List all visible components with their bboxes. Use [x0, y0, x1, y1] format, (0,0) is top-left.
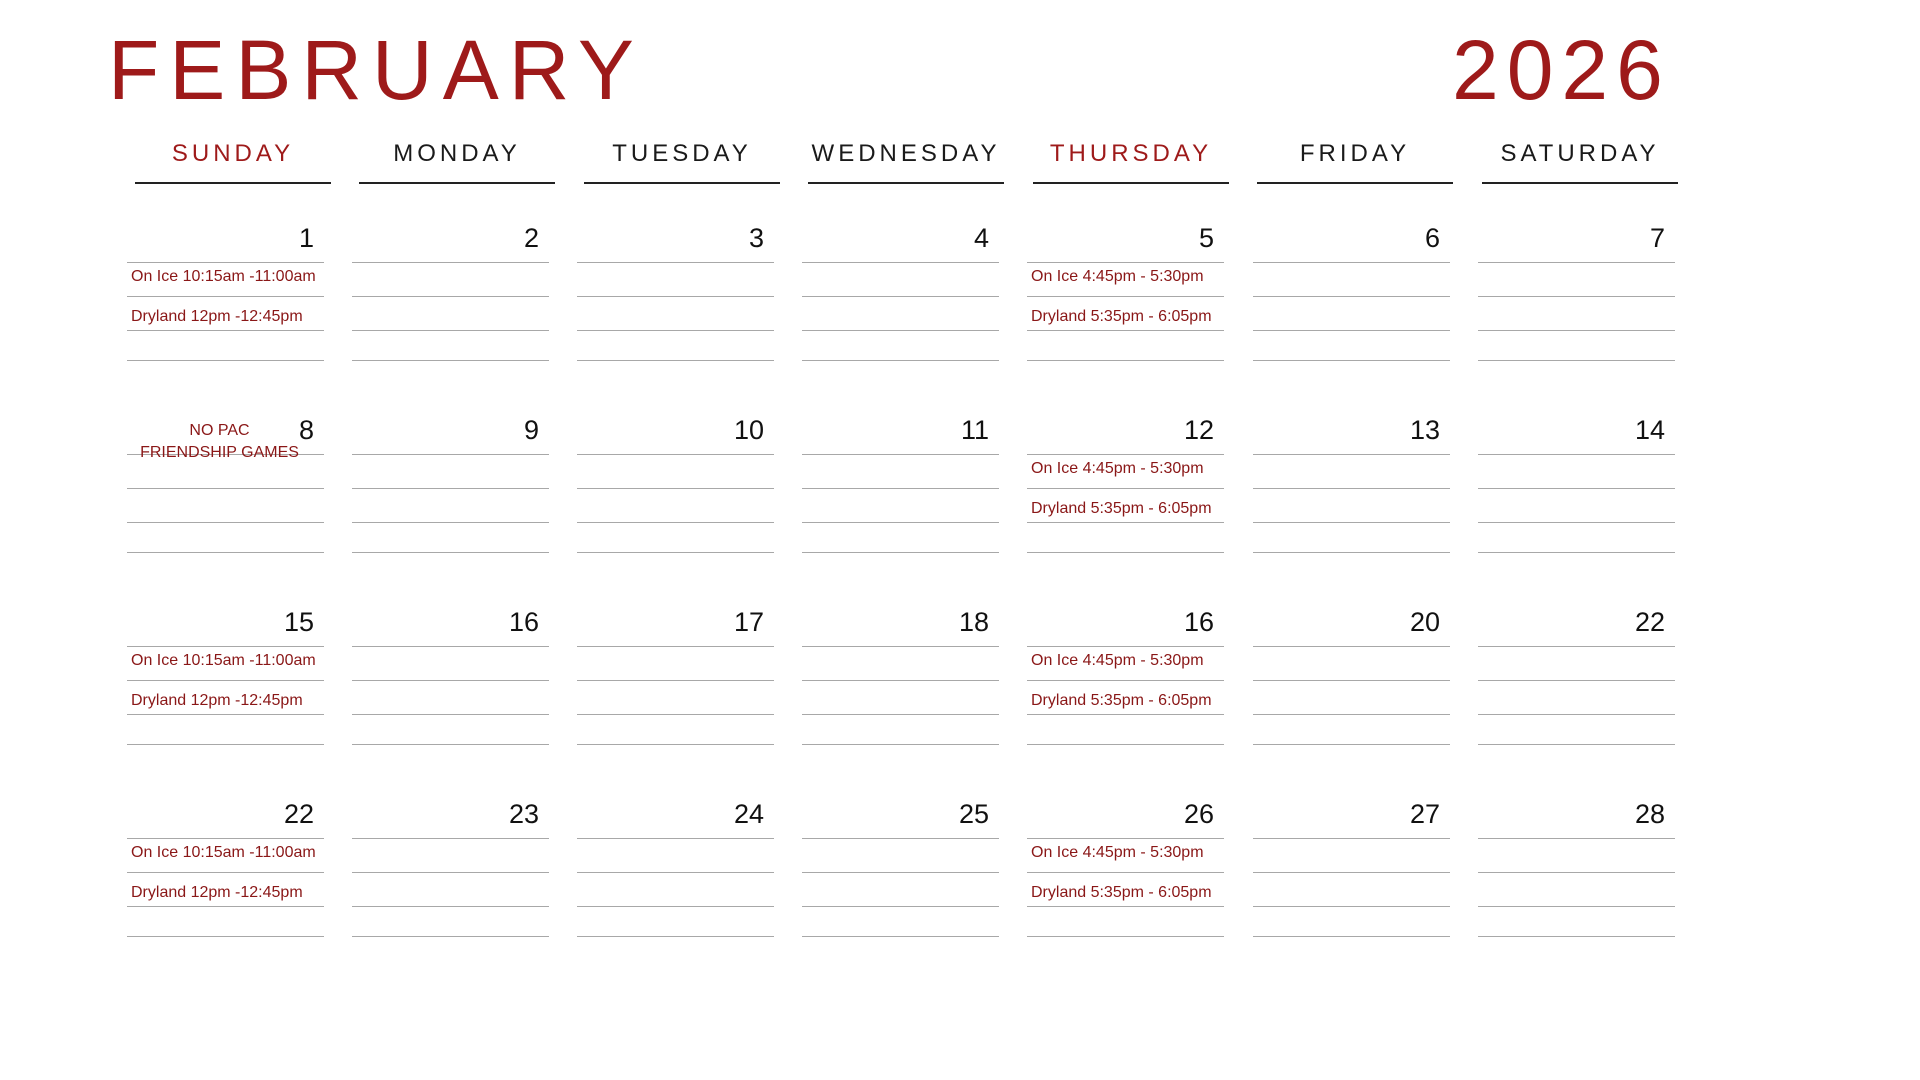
calendar-week: [0, 606, 1920, 766]
calendar-event[interactable]: On Ice 10:15am -11:00am: [131, 652, 316, 669]
ruled-line: [1478, 262, 1675, 263]
day-number: 3: [748, 223, 764, 253]
day-number: 11: [960, 415, 989, 445]
calendar-week: [0, 222, 1920, 382]
calendar-event[interactable]: Dryland 12pm -12:45pm: [131, 308, 303, 325]
ruled-line: [577, 522, 774, 523]
ruled-line: [127, 906, 324, 907]
ruled-line: [1027, 360, 1224, 361]
day-number: 12: [1183, 415, 1214, 445]
ruled-line: [1253, 488, 1450, 489]
ruled-line: [1253, 646, 1450, 647]
day-number: 28: [1634, 799, 1665, 829]
ruled-line: [352, 296, 549, 297]
ruled-line: [352, 744, 549, 745]
ruled-line: [1253, 454, 1450, 455]
ruled-line: [1478, 936, 1675, 937]
day-cell[interactable]: [577, 414, 774, 564]
ruled-line: [577, 936, 774, 937]
ruled-line: [352, 906, 549, 907]
ruled-line: [1027, 552, 1224, 553]
day-number: 14: [1634, 415, 1665, 445]
ruled-line: [577, 680, 774, 681]
ruled-line: [1478, 744, 1675, 745]
day-number: 24: [733, 799, 764, 829]
ruled-line: [1027, 906, 1224, 907]
ruled-line: [577, 360, 774, 361]
calendar-event[interactable]: On Ice 10:15am -11:00am: [131, 268, 316, 285]
day-cell[interactable]: [1253, 222, 1450, 372]
day-cell[interactable]: [352, 414, 549, 564]
weekday-monday: MONDAY: [359, 140, 555, 184]
day-cell[interactable]: [1253, 798, 1450, 948]
ruled-line: [127, 522, 324, 523]
ruled-line: [1253, 552, 1450, 553]
day-cell[interactable]: [1478, 798, 1675, 948]
day-number: 25: [958, 799, 989, 829]
calendar-event[interactable]: On Ice 4:45pm - 5:30pm: [1031, 844, 1204, 861]
ruled-line: [1478, 872, 1675, 873]
day-number: 13: [1409, 415, 1440, 445]
ruled-line: [1478, 360, 1675, 361]
ruled-line: [352, 936, 549, 937]
ruled-line: [1478, 906, 1675, 907]
weekday-saturday: SATURDAY: [1482, 140, 1678, 184]
ruled-line: [1253, 330, 1450, 331]
ruled-line: [127, 838, 324, 839]
ruled-line: [577, 714, 774, 715]
ruled-line: [352, 360, 549, 361]
day-number: 23: [508, 799, 539, 829]
ruled-line: [1253, 872, 1450, 873]
day-cell[interactable]: [802, 414, 999, 564]
day-cell[interactable]: [127, 606, 324, 756]
ruled-line: [127, 262, 324, 263]
ruled-line: [1253, 838, 1450, 839]
ruled-line: [352, 872, 549, 873]
ruled-line: [802, 906, 999, 907]
ruled-line: [1027, 646, 1224, 647]
ruled-line: [1027, 714, 1224, 715]
ruled-line: [352, 680, 549, 681]
day-cell[interactable]: [127, 798, 324, 948]
ruled-line: [1027, 330, 1224, 331]
day-cell[interactable]: [1478, 606, 1675, 756]
ruled-line: [577, 262, 774, 263]
ruled-line: [1253, 262, 1450, 263]
ruled-line: [1027, 744, 1224, 745]
calendar-event[interactable]: Dryland 5:35pm - 6:05pm: [1031, 500, 1212, 517]
day-number: 9: [523, 415, 539, 445]
day-cell[interactable]: [802, 606, 999, 756]
ruled-line: [1478, 488, 1675, 489]
ruled-line: [1478, 454, 1675, 455]
weekday-tuesday: TUESDAY: [584, 140, 780, 184]
day-cell[interactable]: [127, 414, 324, 564]
ruled-line: [1027, 488, 1224, 489]
day-cell[interactable]: [352, 798, 549, 948]
ruled-line: [1253, 680, 1450, 681]
day-number: 10: [733, 415, 764, 445]
weekday-thursday: THURSDAY: [1033, 140, 1229, 184]
ruled-line: [1253, 296, 1450, 297]
weekday-sunday: SUNDAY: [135, 140, 331, 184]
calendar-event[interactable]: On Ice 4:45pm - 5:30pm: [1031, 652, 1204, 669]
weekday-friday: FRIDAY: [1257, 140, 1453, 184]
day-number: 26: [1183, 799, 1214, 829]
ruled-line: [352, 262, 549, 263]
day-number: 4: [973, 223, 989, 253]
ruled-line: [1478, 296, 1675, 297]
ruled-line: [127, 936, 324, 937]
day-cell[interactable]: [127, 222, 324, 372]
day-cell[interactable]: [1253, 606, 1450, 756]
ruled-line: [1478, 646, 1675, 647]
ruled-line: [352, 454, 549, 455]
ruled-line: [1027, 262, 1224, 263]
calendar-week: [0, 798, 1920, 958]
day-number: 17: [733, 607, 764, 637]
day-number: 6: [1424, 223, 1440, 253]
ruled-line: [127, 330, 324, 331]
day-number: 1: [298, 223, 314, 253]
calendar-event[interactable]: Dryland 12pm -12:45pm: [131, 692, 303, 709]
ruled-line: [802, 936, 999, 937]
ruled-line: [352, 522, 549, 523]
day-cell[interactable]: [802, 798, 999, 948]
ruled-line: [1478, 714, 1675, 715]
ruled-line: [802, 262, 999, 263]
ruled-line: [802, 714, 999, 715]
ruled-line: [802, 744, 999, 745]
ruled-line: [1253, 744, 1450, 745]
calendar-event[interactable]: Dryland 12pm -12:45pm: [131, 884, 303, 901]
ruled-line: [802, 454, 999, 455]
ruled-line: [1478, 552, 1675, 553]
calendar-event[interactable]: Dryland 5:35pm - 6:05pm: [1031, 884, 1212, 901]
day-cell[interactable]: [1253, 414, 1450, 564]
calendar-event[interactable]: Dryland 5:35pm - 6:05pm: [1031, 308, 1212, 325]
ruled-line: [127, 296, 324, 297]
ruled-line: [577, 838, 774, 839]
day-cell[interactable]: [577, 222, 774, 372]
ruled-line: [802, 838, 999, 839]
day-number: 16: [1183, 607, 1214, 637]
year-title: 2026: [1452, 23, 1671, 117]
day-number: 27: [1409, 799, 1440, 829]
ruled-line: [127, 680, 324, 681]
month-title: FEBRUARY: [108, 23, 644, 117]
day-cell[interactable]: [1027, 222, 1224, 372]
ruled-line: [1478, 680, 1675, 681]
ruled-line: [1253, 360, 1450, 361]
day-cell[interactable]: [802, 222, 999, 372]
calendar-event[interactable]: On Ice 10:15am -11:00am: [131, 844, 316, 861]
ruled-line: [352, 552, 549, 553]
day-cell[interactable]: [1027, 606, 1224, 756]
ruled-line: [577, 488, 774, 489]
day-number: 15: [283, 607, 314, 637]
day-cell[interactable]: [1478, 222, 1675, 372]
ruled-line: [802, 360, 999, 361]
ruled-line: [127, 744, 324, 745]
ruled-line: [577, 454, 774, 455]
ruled-line: [127, 552, 324, 553]
day-cell[interactable]: [1027, 414, 1224, 564]
ruled-line: [577, 330, 774, 331]
ruled-line: [1027, 838, 1224, 839]
ruled-line: [1253, 936, 1450, 937]
day-cell[interactable]: [577, 606, 774, 756]
ruled-line: [577, 296, 774, 297]
ruled-line: [802, 680, 999, 681]
ruled-line: [577, 552, 774, 553]
day-number: 20: [1409, 607, 1440, 637]
ruled-line: [352, 646, 549, 647]
ruled-line: [1253, 522, 1450, 523]
ruled-line: [802, 552, 999, 553]
ruled-line: [352, 488, 549, 489]
day-cell[interactable]: [1478, 414, 1675, 564]
calendar-week: [0, 414, 1920, 574]
ruled-line: [577, 646, 774, 647]
calendar-note[interactable]: FRIENDSHIP GAMES: [140, 444, 299, 461]
ruled-line: [1478, 330, 1675, 331]
ruled-line: [127, 714, 324, 715]
ruled-line: [1478, 522, 1675, 523]
ruled-line: [127, 872, 324, 873]
ruled-line: [1027, 522, 1224, 523]
calendar-event[interactable]: On Ice 4:45pm - 5:30pm: [1031, 268, 1204, 285]
day-number: 18: [958, 607, 989, 637]
ruled-line: [352, 714, 549, 715]
ruled-line: [1253, 714, 1450, 715]
day-number: 5: [1198, 223, 1214, 253]
calendar-note[interactable]: NO PAC: [189, 422, 250, 439]
ruled-line: [577, 744, 774, 745]
ruled-line: [127, 646, 324, 647]
ruled-line: [127, 488, 324, 489]
day-number: 22: [283, 799, 314, 829]
ruled-line: [1027, 454, 1224, 455]
day-cell[interactable]: [352, 222, 549, 372]
ruled-line: [802, 330, 999, 331]
calendar-event[interactable]: Dryland 5:35pm - 6:05pm: [1031, 692, 1212, 709]
ruled-line: [802, 522, 999, 523]
ruled-line: [352, 838, 549, 839]
day-cell[interactable]: [577, 798, 774, 948]
day-number: 16: [508, 607, 539, 637]
weekday-wednesday: WEDNESDAY: [808, 140, 1004, 184]
ruled-line: [1253, 906, 1450, 907]
day-cell[interactable]: [352, 606, 549, 756]
day-number: 7: [1649, 223, 1665, 253]
ruled-line: [802, 646, 999, 647]
ruled-line: [577, 872, 774, 873]
ruled-line: [1027, 872, 1224, 873]
ruled-line: [1027, 296, 1224, 297]
ruled-line: [802, 488, 999, 489]
day-number: 8: [298, 415, 314, 445]
ruled-line: [802, 296, 999, 297]
ruled-line: [1478, 838, 1675, 839]
day-number: 2: [523, 223, 539, 253]
ruled-line: [802, 872, 999, 873]
day-number: 22: [1634, 607, 1665, 637]
day-cell[interactable]: [1027, 798, 1224, 948]
calendar-event[interactable]: On Ice 4:45pm - 5:30pm: [1031, 460, 1204, 477]
ruled-line: [1027, 680, 1224, 681]
ruled-line: [1027, 936, 1224, 937]
ruled-line: [577, 906, 774, 907]
ruled-line: [127, 360, 324, 361]
ruled-line: [352, 330, 549, 331]
